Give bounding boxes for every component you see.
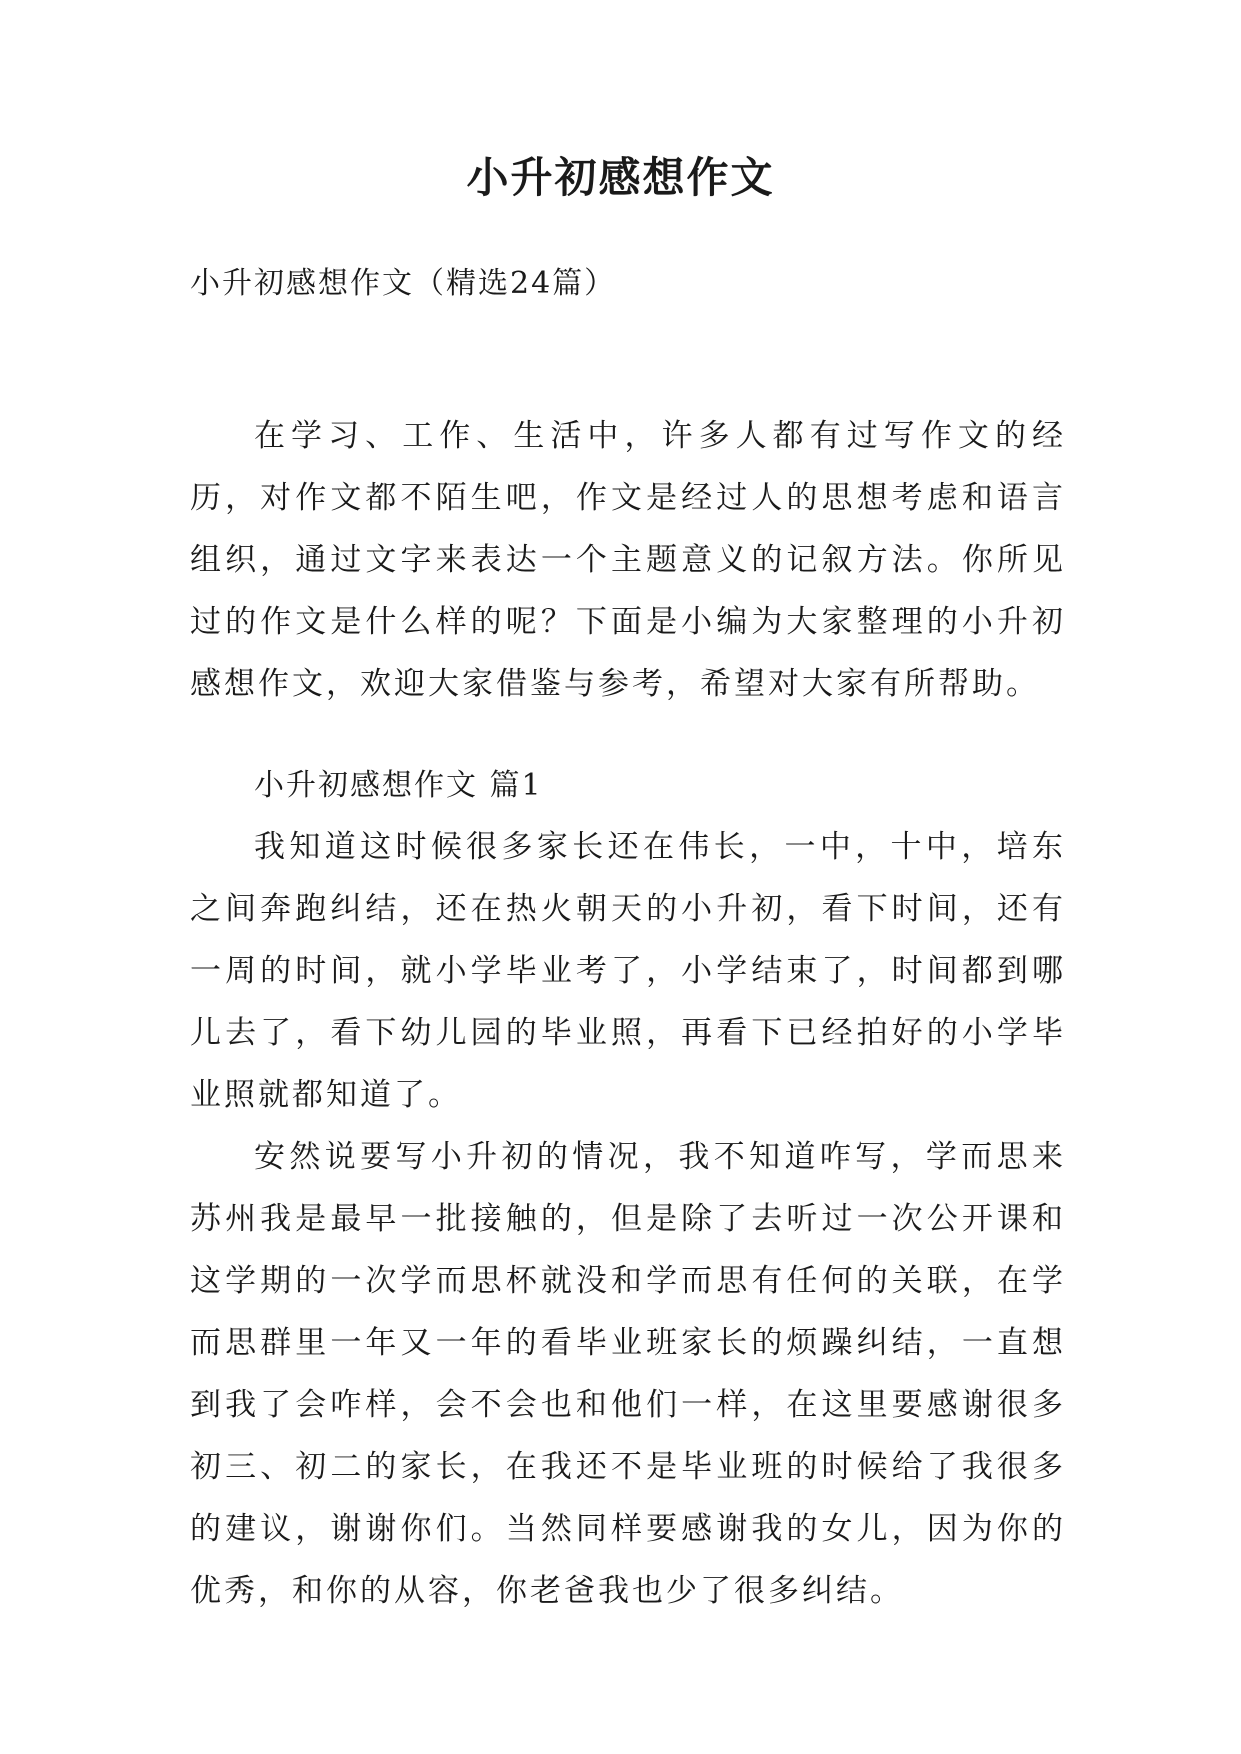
document-subtitle: 小升初感想作文（精选24篇） [190, 266, 617, 301]
section-heading: 小升初感想作文 篇1 [254, 768, 543, 803]
intro-paragraph: 在学习、工作、生活中，许多人都有过写作文的经历，对作文都不陌生吧，作文是经过人的思想考虑和语言组织，通过文字来表达一个主题意义的记叙方法。你所见过的作文是什么样的呢？下面是小编为大家整理的小升初感想作文，欢迎大家借鉴与参考，希望对大家有所帮助。 [190, 418, 1066, 702]
page-title: 小升初感想作文 [466, 153, 775, 202]
body-paragraph: 安然说要写小升初的情况，我不知道咋写，学而思来苏州我是最早一批接触的，但是除了去听过一次公开课和这学期的一次学而思杯就没和学而思有任何的关联，在学而思群里一年又一年的看毕业班家长的烦躁纠结，一直想到我了会咋样，会不会也和他们一样，在这里要感谢很多初三、初二的家长，在我还不是毕业班的时候给了我很多的建议，谢谢你们。当然同样要感谢我的女儿，因为你的优秀，和你的从容，你老爸我也少了很多纠结。 [190, 1139, 1066, 1609]
body-paragraph: 我知道这时候很多家长还在伟长，一中，十中，培东之间奔跑纠结，还在热火朝天的小升初，看下时间，还有一周的时间，就小学毕业考了，小学结束了，时间都到哪儿去了，看下幼儿园的毕业照，再看下已经拍好的小学毕业照就都知道了。 [190, 829, 1066, 1113]
essay-section-1 [190, 756, 1066, 1622]
